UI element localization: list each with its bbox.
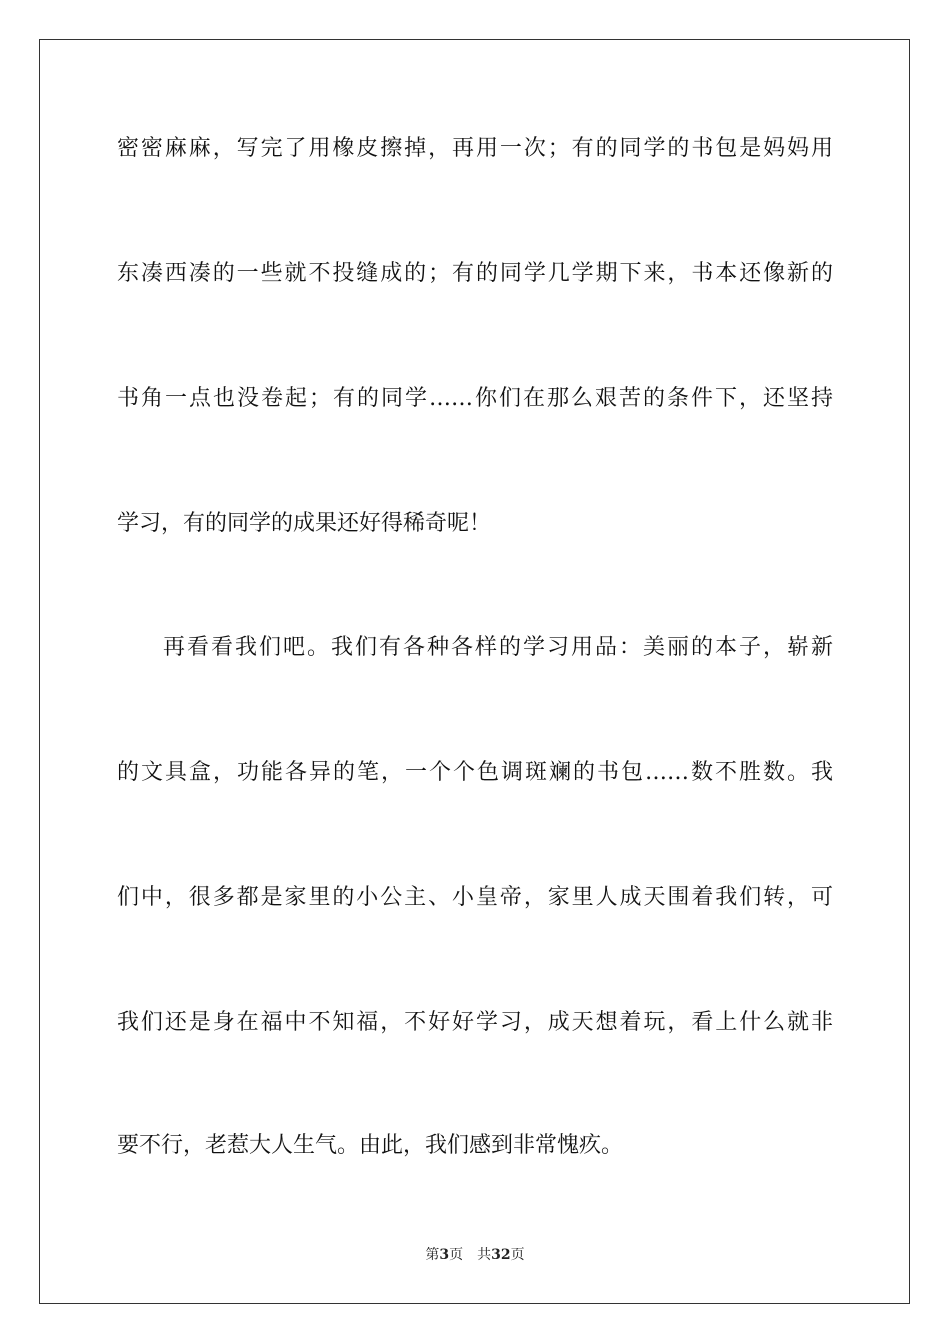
body-line-7: 们中，很多都是家里的小公主、小皇帝，家里人成天围着我们转，可 xyxy=(117,885,833,910)
footer-page-number: 3 xyxy=(439,1247,450,1263)
footer-total-suffix: 页 xyxy=(510,1247,525,1263)
body-line-9: 要不行，老惹大人生气。由此，我们感到非常愧疚。 xyxy=(117,1133,624,1158)
footer-page-prefix: 第 xyxy=(425,1247,440,1263)
body-line-1: 密密麻麻，写完了用橡皮擦掉，再用一次；有的同学的书包是妈妈用 xyxy=(117,136,833,161)
body-line-3: 书角一点也没卷起；有的同学……你们在那么艰苦的条件下，还坚持 xyxy=(117,386,833,411)
footer-total-prefix: 共 xyxy=(477,1247,492,1263)
footer-page-suffix: 页 xyxy=(449,1247,464,1263)
body-line-4: 学习，有的同学的成果还好得稀奇呢！ xyxy=(117,511,492,536)
body-line-8: 我们还是身在福中不知福，不好好学习，成天想着玩，看上什么就非 xyxy=(117,1010,833,1035)
page-footer xyxy=(0,1245,950,1265)
body-line-5: 再看看我们吧。我们有各种各样的学习用品：美丽的本子，崭新 xyxy=(163,635,833,660)
footer-total-pages: 32 xyxy=(491,1247,511,1263)
body-line-6: 的文具盒，功能各异的笔，一个个色调斑斓的书包……数不胜数。我 xyxy=(117,760,833,785)
page-border xyxy=(39,39,910,1304)
body-line-2: 东凑西凑的一些就不投缝成的；有的同学几学期下来，书本还像新的 xyxy=(117,261,833,286)
